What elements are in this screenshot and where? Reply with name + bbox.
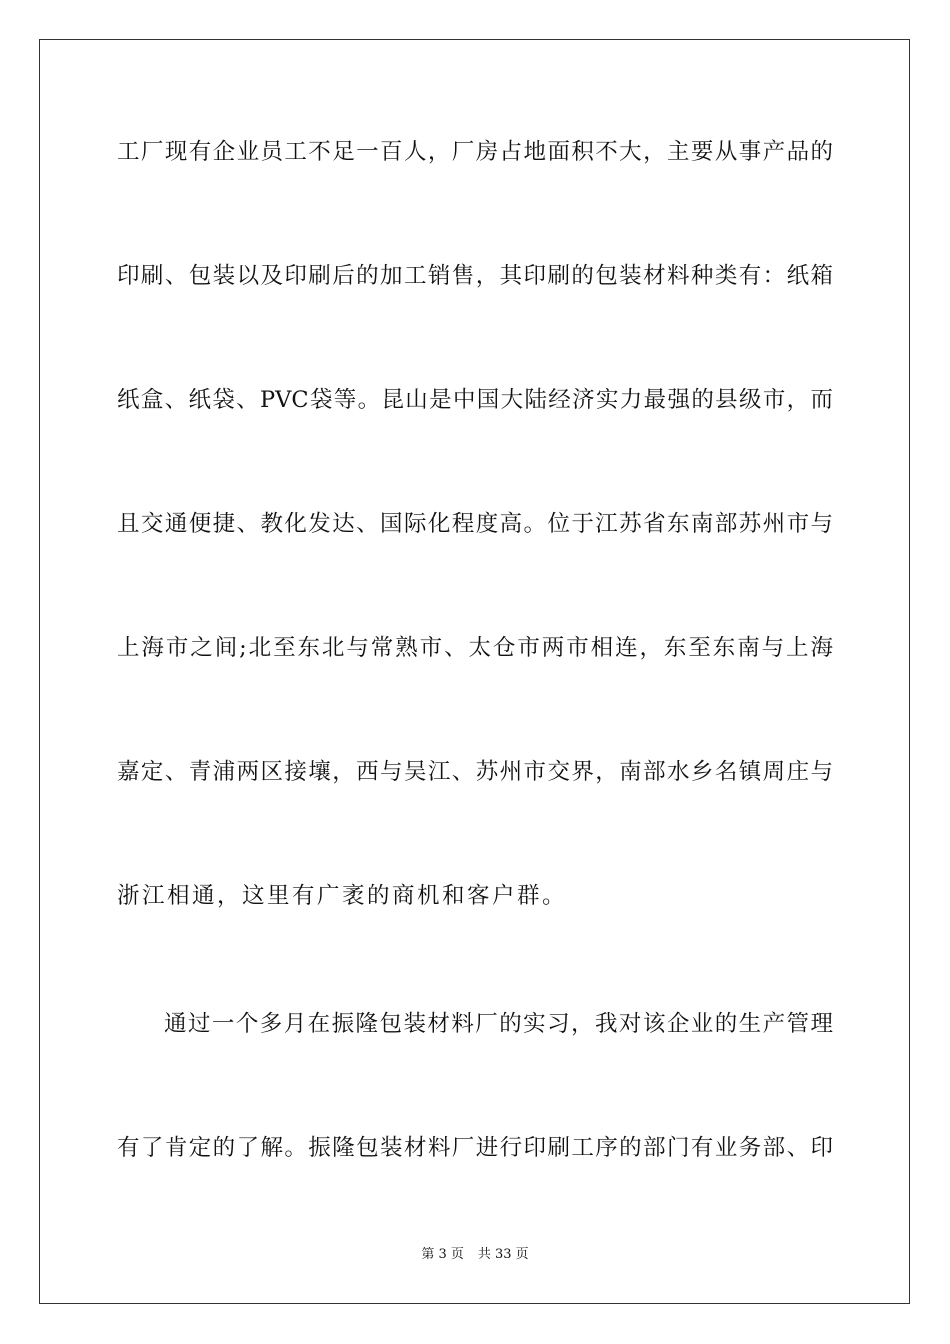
body-text-line: 且交通便捷、教化发达、国际化程度高。位于江苏省东南部苏州市与 (117, 511, 833, 537)
page-number: 第 3 页 (421, 1247, 464, 1262)
body-text-line: 纸盒、纸袋、PVC袋等。昆山是中国大陆经济实力最强的县级市，而 (117, 387, 833, 413)
page-total: 共 33 页 (477, 1247, 529, 1262)
body-text-line: 有了肯定的了解。振隆包装材料厂进行印刷工序的部门有业务部、印 (117, 1135, 833, 1161)
paragraph-first-line: 通过一个多月在振隆包装材料厂的实习，我对该企业的生产管理 (164, 1011, 833, 1037)
body-text-line: 上海市之间;北至东北与常熟市、太仓市两市相连，东至东南与上海 (117, 635, 833, 661)
body-text-line: 嘉定、青浦两区接壤，西与吴江、苏州市交界，南部水乡名镇周庄与 (117, 759, 833, 785)
body-text-line: 工厂现有企业员工不足一百人，厂房占地面积不大，主要从事产品的 (117, 139, 833, 165)
page-border (39, 39, 910, 1304)
body-text-line: 印刷、包装以及印刷后的加工销售，其印刷的包装材料种类有：纸箱 (117, 263, 833, 289)
page-footer (0, 1246, 950, 1264)
body-text-line: 浙江相通，这里有广袤的商机和客户群。 (117, 883, 568, 909)
